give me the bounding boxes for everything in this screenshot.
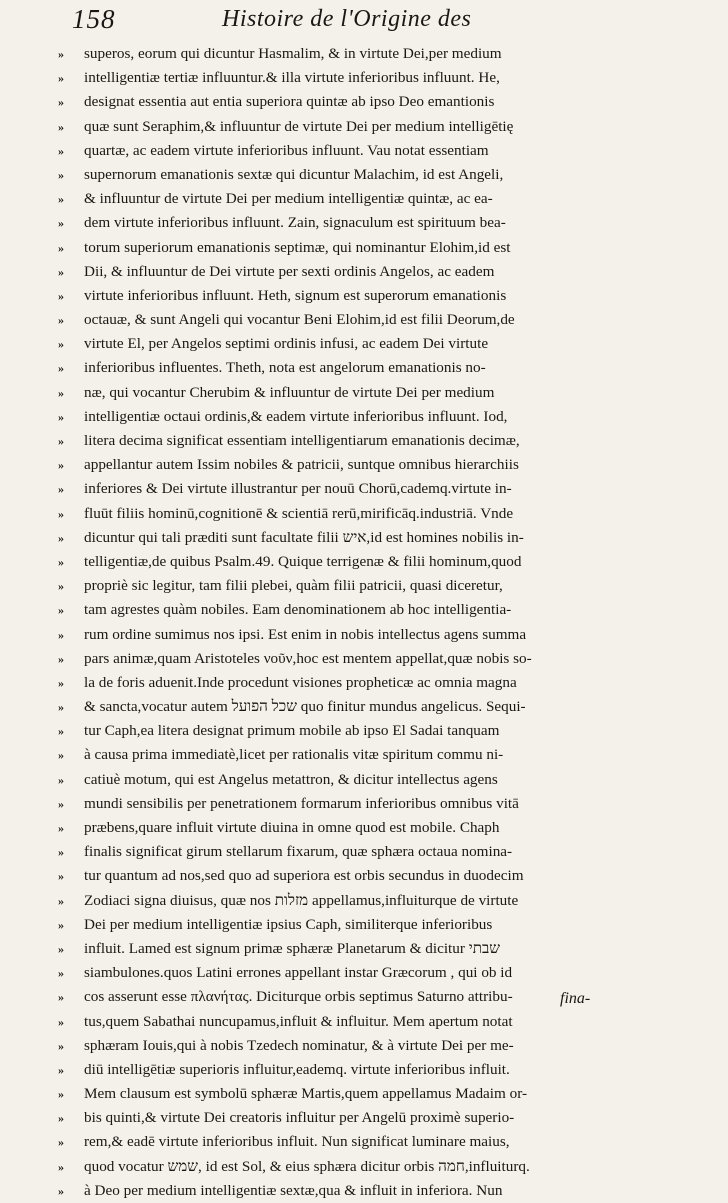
line-text: mundi sensibilis per penetrationem formarum inferioribus omnibus vitā bbox=[84, 794, 519, 812]
quotation-mark: » bbox=[58, 216, 64, 231]
line-text: tam agrestes quàm nobiles. Eam denominationem ab hoc intelligentia- bbox=[84, 601, 512, 619]
quotation-mark: » bbox=[58, 1038, 64, 1053]
line-text: inferioribus influentes. Theth, nota est angelorum emanationis no- bbox=[84, 359, 486, 377]
text-line bbox=[58, 864, 618, 888]
text-line bbox=[58, 889, 618, 913]
quotation-mark: » bbox=[58, 869, 64, 884]
line-text: virtute El, per Angelos septimi ordinis infusi, ac eadem Dei virtute bbox=[84, 335, 489, 353]
quotation-mark: » bbox=[58, 1014, 64, 1029]
text-line bbox=[58, 139, 618, 163]
quotation-mark: » bbox=[58, 700, 64, 715]
quotation-mark: » bbox=[58, 95, 64, 110]
text-line bbox=[58, 816, 618, 840]
text-line bbox=[58, 332, 618, 356]
line-text: & influuntur de virtute Dei per medium intelligentiæ quintæ, ac ea- bbox=[84, 190, 493, 208]
text-line bbox=[58, 429, 618, 453]
text-line bbox=[58, 236, 618, 260]
running-title: Histoire de l'Origine des bbox=[222, 6, 472, 32]
text-line bbox=[58, 1106, 618, 1130]
quotation-mark: » bbox=[58, 724, 64, 739]
line-text: Dii, & influuntur de Dei virtute per sexti ordinis Angelos, ac eadem bbox=[84, 262, 495, 280]
text-line bbox=[58, 381, 618, 405]
quotation-mark: » bbox=[58, 361, 64, 376]
line-text: octauæ, & sunt Angeli qui vocantur Beni Elohim,id est filii Deorum,de bbox=[84, 311, 515, 329]
line-text: torum superiorum emanationis septimæ, qui nominantur Elohim,id est bbox=[84, 238, 511, 256]
text-line bbox=[58, 90, 618, 114]
line-text: intelligentiæ tertiæ influuntur.& illa virtute inferioribus influunt. He, bbox=[84, 69, 500, 87]
text-line bbox=[58, 1034, 618, 1058]
quotation-mark: » bbox=[58, 821, 64, 835]
text-line bbox=[58, 743, 618, 767]
text-line bbox=[58, 961, 618, 985]
quotation-mark: » bbox=[58, 1183, 64, 1198]
quotation-mark: » bbox=[58, 409, 64, 424]
line-text: quartæ, ac eadem virtute inferioribus influunt. Vau notat essentiam bbox=[84, 141, 489, 159]
quotation-mark: » bbox=[58, 966, 64, 981]
text-line bbox=[58, 913, 618, 937]
line-text: siambulones.quos Latini errones appellant instar Græcorum , qui ob id bbox=[84, 964, 513, 982]
quotation-mark: » bbox=[58, 482, 64, 497]
line-text: influit. Lamed est signum primæ sphæræ Planetarum & dicitur שבתי bbox=[84, 939, 501, 957]
quotation-mark: » bbox=[58, 554, 64, 569]
text-line bbox=[58, 695, 618, 719]
text-line bbox=[58, 1130, 618, 1154]
quotation-mark: » bbox=[58, 192, 64, 207]
quotation-mark: » bbox=[58, 288, 64, 303]
line-text: superos, eorum qui dicuntur Hasmalim, & in virtute Dei,per medium bbox=[84, 45, 502, 62]
line-text: litera decima significat essentiam intelligentiarum emanationis decimæ, bbox=[84, 432, 520, 449]
text-line bbox=[58, 574, 618, 598]
text-line bbox=[58, 1010, 618, 1034]
quotation-mark: » bbox=[58, 1087, 64, 1102]
line-text: rem,& eadē virtute inferioribus influit. Nun significat luminare maius, bbox=[84, 1133, 510, 1151]
text-line bbox=[58, 840, 618, 864]
quotation-mark: » bbox=[58, 748, 64, 763]
line-text: tus,quem Sabathai nuncupamus,influit & influitur. Mem apertum notat bbox=[84, 1012, 513, 1030]
text-line bbox=[58, 211, 618, 235]
line-text: & sancta,vocatur autem שכל הפועל quo finitur mundus angelicus. Sequi- bbox=[84, 698, 526, 716]
quotation-mark: » bbox=[58, 627, 64, 642]
quotation-mark: » bbox=[58, 143, 64, 158]
line-text: Zodiaci signa diuisus, quæ nos מזלות appellamus,influiturque de virtute bbox=[84, 891, 519, 909]
quotation-mark: » bbox=[58, 1159, 64, 1174]
text-line bbox=[58, 260, 618, 284]
quotation-mark: » bbox=[58, 47, 64, 61]
quotation-mark: » bbox=[58, 119, 64, 134]
page-header bbox=[72, 4, 612, 38]
text-line bbox=[58, 647, 618, 671]
line-text: sphæram Iouis,qui à nobis Tzedech nominatur, & à virtute Dei per me- bbox=[84, 1036, 514, 1054]
text-line bbox=[58, 526, 618, 550]
page-number: 158 bbox=[72, 4, 116, 34]
text-line bbox=[58, 308, 618, 332]
text-line bbox=[58, 550, 618, 574]
text-line bbox=[58, 453, 618, 477]
quotation-mark: » bbox=[58, 772, 64, 787]
text-line bbox=[58, 598, 618, 622]
line-text: rum ordine sumimus nos ipsi. Est enim in nobis intellectus agens summa bbox=[84, 625, 527, 643]
quotation-mark: » bbox=[58, 313, 64, 328]
quotation-mark: » bbox=[58, 458, 64, 473]
text-line bbox=[58, 623, 618, 647]
catchword: fina- bbox=[560, 990, 591, 1007]
quotation-mark: » bbox=[58, 337, 64, 352]
quotation-mark: » bbox=[58, 1062, 64, 1077]
text-line bbox=[58, 115, 618, 139]
line-text: næ, qui vocantur Cherubim & influuntur de virtute Dei per medium bbox=[84, 383, 495, 401]
quotation-mark: » bbox=[58, 893, 64, 908]
text-line bbox=[58, 477, 618, 501]
line-text: à causa prima immediatè,licet per rationalis vitæ spiritum commu ni- bbox=[84, 746, 504, 764]
line-text: inferiores & Dei virtute illustrantur per nouū Chorū,cademq.virtute in- bbox=[84, 480, 512, 498]
text-line bbox=[58, 1179, 618, 1203]
text-line bbox=[58, 792, 618, 816]
text-line bbox=[58, 502, 618, 526]
line-text: quod vocatur שמש, id est Sol, & eius sphæra dicitur orbis חמה,influiturq. bbox=[84, 1157, 530, 1175]
text-line bbox=[58, 768, 618, 792]
text-line bbox=[58, 405, 618, 429]
quotation-mark: » bbox=[58, 990, 64, 1005]
text-line bbox=[58, 985, 618, 1009]
line-text: intelligentiæ octaui ordinis,& eadem virtute inferioribus influunt. Iod, bbox=[84, 407, 508, 425]
text-line bbox=[58, 163, 618, 187]
quotation-mark: » bbox=[58, 796, 64, 811]
line-text: cos asserunt esse πλανήτας. Diciturque orbis septimus Saturno attribu- bbox=[84, 988, 513, 1006]
line-text: supernorum emanationis sextæ qui dicuntur Malachim, id est Angeli, bbox=[84, 165, 504, 183]
line-text: bis quinti,& virtute Dei creatoris influitur per Angelū proximè superio- bbox=[84, 1109, 515, 1127]
line-text: Mem clausum est symbolū sphæræ Martis,quem appellamus Madaim or- bbox=[84, 1085, 528, 1103]
line-text: tur Caph,ea litera designat primum mobile ab ipso El Sadai tanquam bbox=[84, 722, 500, 740]
text-line bbox=[58, 1082, 618, 1106]
quotation-mark: » bbox=[58, 941, 64, 956]
line-text: telligentiæ,de quibus Psalm.49. Quique terrigenæ & filii hominum,quod bbox=[84, 552, 522, 570]
line-text: finalis significat girum stellarum fixarum, quæ sphæra octaua nomina- bbox=[84, 843, 513, 861]
quotation-mark: » bbox=[58, 71, 64, 86]
text-line bbox=[58, 42, 618, 66]
quotation-mark: » bbox=[58, 675, 64, 690]
line-text: à Deo per medium intelligentiæ sextæ,qua & influit in inferiora. Nun bbox=[84, 1181, 503, 1199]
line-text: fluūt filiis hominū,cognitionē & scientiā rerū,mirificāq.industriā. Vnde bbox=[84, 504, 514, 522]
text-line bbox=[58, 187, 618, 211]
text-line bbox=[58, 356, 618, 380]
line-text: designat essentia aut entia superiora quintæ ab ipso Deo emantionis bbox=[84, 93, 495, 111]
text-line bbox=[58, 66, 618, 90]
text-line bbox=[58, 671, 618, 695]
line-text: diū intelligētiæ superioris influitur,eademq. virtute inferioribus influit. bbox=[84, 1060, 510, 1078]
quotation-mark: » bbox=[58, 1135, 64, 1150]
line-text: quæ sunt Seraphim,& influuntur de virtute Dei per medium intelligētię bbox=[84, 117, 514, 135]
quotation-mark: » bbox=[58, 240, 64, 255]
quotation-mark: » bbox=[58, 1111, 64, 1126]
line-text: la de foris aduenit.Inde procedunt visiones propheticæ ac omnia magna bbox=[84, 673, 517, 691]
line-text: pars animæ,quam Aristoteles νοῦν,hoc est mentem appellat,quæ nobis so- bbox=[84, 649, 532, 667]
quotation-mark: » bbox=[58, 603, 64, 618]
quotation-mark: » bbox=[58, 264, 64, 279]
quotation-mark: » bbox=[58, 530, 64, 545]
quotation-mark: » bbox=[58, 579, 64, 594]
quotation-mark: » bbox=[58, 167, 64, 182]
line-text: dem virtute inferioribus influunt. Zain, signaculum est spirituum bea- bbox=[84, 214, 506, 232]
quotation-mark: » bbox=[58, 845, 64, 860]
line-text: catiuè motum, qui est Angelus metattron, & dicitur intellectus agens bbox=[84, 770, 498, 788]
quotation-mark: » bbox=[58, 385, 64, 400]
line-text: propriè sic legitur, tam filii plebei, quàm filii patricii, quasi diceretur, bbox=[84, 577, 503, 595]
line-text: appellantur autem Issim nobiles & patricii, suntque omnibus hierarchiis bbox=[84, 456, 519, 474]
text-line bbox=[58, 1058, 618, 1082]
text-line bbox=[58, 937, 618, 961]
line-text: præbens,quare influit virtute diuina in omne quod est mobile. Chaph bbox=[84, 819, 500, 836]
text-line bbox=[58, 1155, 618, 1179]
line-text: Dei per medium intelligentiæ ipsius Caph, similiterque inferioribus bbox=[84, 915, 493, 933]
line-text: tur quantum ad nos,sed quo ad superiora est orbis secundus in duodecim bbox=[84, 867, 524, 885]
text-line bbox=[58, 284, 618, 308]
text-line bbox=[58, 719, 618, 743]
quotation-mark: » bbox=[58, 434, 64, 448]
line-text: dicuntur qui tali præditi sunt facultate filii איש,id est homines nobilis in- bbox=[84, 528, 524, 546]
line-text: virtute inferioribus influunt. Heth, signum est superorum emanationis bbox=[84, 286, 507, 304]
quotation-mark: » bbox=[58, 917, 64, 932]
quotation-mark: » bbox=[58, 506, 64, 521]
quotation-mark: » bbox=[58, 651, 64, 666]
